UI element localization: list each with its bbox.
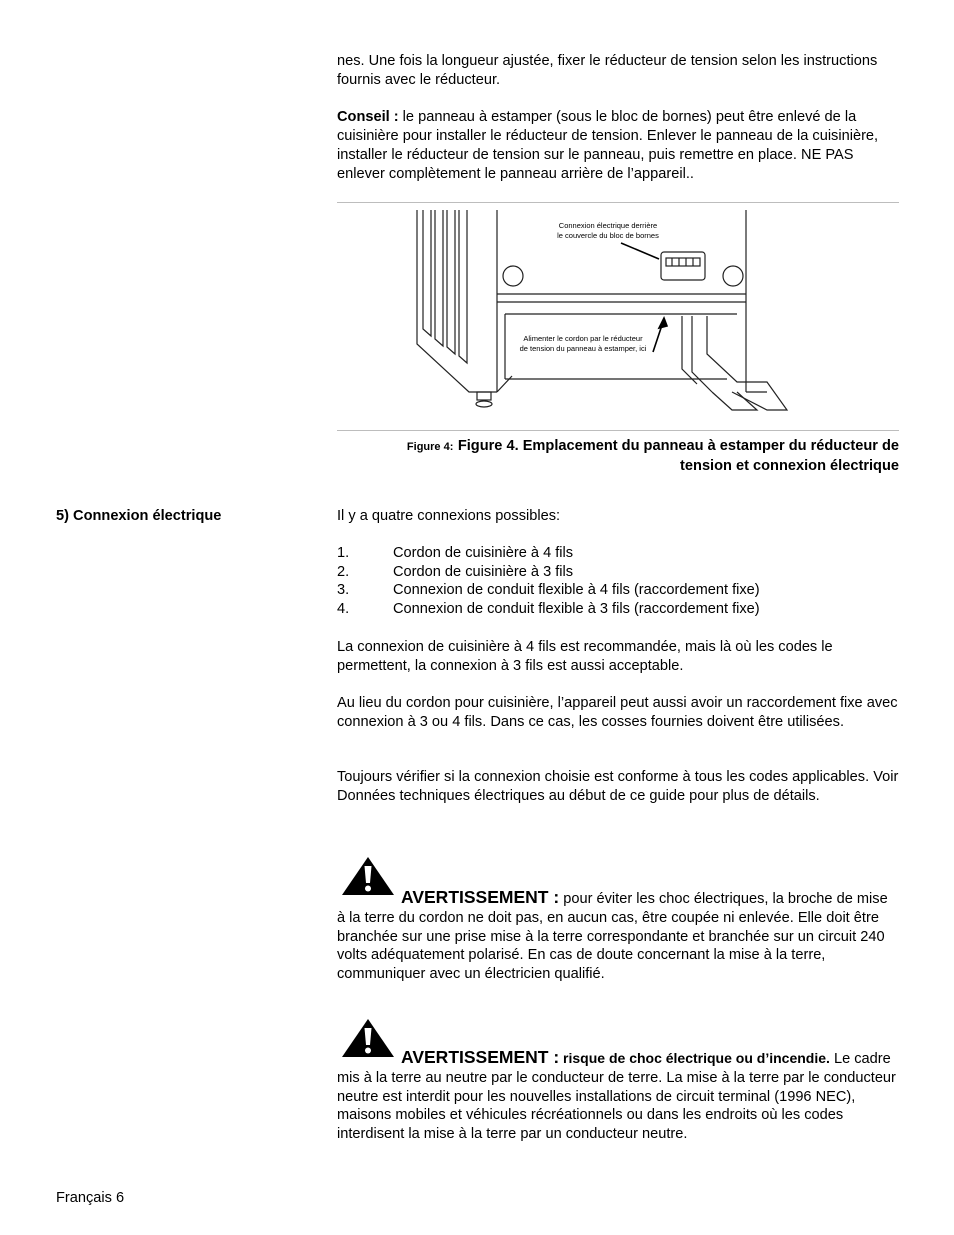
list-item — [337, 544, 760, 563]
section-paragraph-2: Au lieu du cordon pour cuisinière, l’appareil peut aussi avoir un raccordement fixe avec connexion à 3 ou 4 fils. Dans ce cas, les cosses fournies doivent être utilisées. — [337, 695, 898, 730]
warning-2 — [337, 1048, 899, 1144]
caption-line-1: Figure 4. Emplacement du panneau à estamper du réducteur de — [457, 438, 899, 454]
connection-list — [337, 544, 760, 618]
label-strain-relief-2: de tension du panneau à estamper, ici — [519, 344, 647, 353]
list-number: 4. — [337, 600, 350, 617]
caption-line-2: tension et connexion électrique — [680, 458, 899, 474]
warning-1-text: pour éviter les choc électriques, la broche de mise à la terre du cordon ne doit pas, en aucun cas, être coupée ni enlevée. Elle doit être branchée sur une prise mise à la terre correspondante et branchée sur un circuit 240 volts adéquatement polarisé. En cas de doute concernant la mise à la terre, communiquer avec un électricien qualifié. — [337, 891, 888, 983]
figure-caption — [337, 436, 899, 476]
section-intro: Il y a quatre connexions possibles: — [337, 508, 561, 524]
list-item — [337, 600, 760, 619]
label-strain-relief-1: Alimenter le cordon par le réducteur — [523, 334, 643, 343]
figure-illustration — [337, 204, 899, 430]
list-number: 2. — [337, 563, 350, 580]
warning-2-text: Le cadre mis à la terre au neutre par le conducteur de terre. La mise à la terre par le conducteur neutre est interdit pour les nouvelles installations de circuit terminal (1996 NEC), maisons mobiles et véhicules récréationnels ou dans les endroits où les codes interdisent la mise à la terre par un conducteur neutre. — [337, 1051, 896, 1143]
section-heading: 5) Connexion électrique — [56, 508, 222, 524]
tip-text: le panneau à estamper (sous le bloc de bornes) peut être enlevé de la cuisinière pour installer le réducteur de tension. Enlever le panneau de la cuisinière, installer le réducteur de tension sur le panneau, puis remettre en place. NE PAS enlever complètement le panneau arrière de l’appareil.. — [337, 109, 879, 182]
section-paragraph-1: La connexion de cuisinière à 4 fils est recommandée, mais là où les codes le permettent, la connexion à 3 fils est aussi acceptable. — [337, 639, 833, 674]
list-text: Cordon de cuisinière à 4 fils — [393, 545, 574, 561]
list-text: Connexion de conduit flexible à 3 fils (raccordement fixe) — [393, 600, 760, 617]
figure-bottom-rule — [337, 430, 899, 431]
warning-2-lead: risque de choc électrique ou d’incendie. — [559, 1050, 830, 1066]
figure-top-rule — [337, 202, 899, 203]
intro-text — [337, 52, 899, 184]
warning-1 — [337, 888, 899, 984]
intro-paragraph: nes. Une fois la longueur ajustée, fixer le réducteur de tension selon les instructions fournis avec le réducteur. — [337, 53, 878, 88]
page-footer: Français 6 — [56, 1190, 125, 1206]
list-text: Cordon de cuisinière à 3 fils — [393, 563, 574, 580]
list-number: 3. — [337, 582, 350, 599]
label-terminal-connection-2: le couvercle du bloc de bornes — [557, 231, 659, 240]
list-number: 1. — [337, 545, 350, 561]
section-paragraph-3: Toujours vérifier si la connexion choisie est conforme à tous les codes applicables. Voir Données techniques électriques au début de ce guide pour plus de détails. — [337, 769, 899, 804]
list-text: Connexion de conduit flexible à 4 fils (raccordement fixe) — [393, 582, 760, 599]
warning-2-title: AVERTISSEMENT : — [401, 1047, 560, 1067]
warning-1-title: AVERTISSEMENT : — [401, 887, 560, 907]
label-terminal-connection-1: Connexion électrique derrière — [558, 221, 658, 230]
list-item — [337, 563, 760, 582]
tip-label: Conseil : — [337, 109, 399, 126]
caption-prefix: Figure 4: — [406, 441, 454, 453]
tip-paragraph — [337, 108, 899, 183]
list-item — [337, 581, 760, 600]
